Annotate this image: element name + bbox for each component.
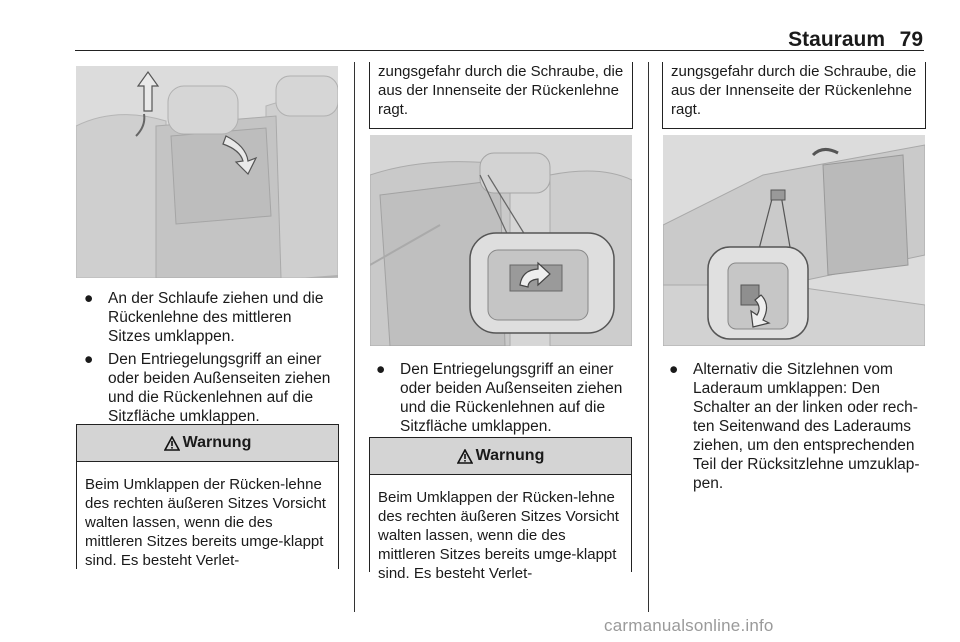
bullet-dot-icon: ● bbox=[669, 361, 679, 378]
bullet-item bbox=[669, 360, 931, 492]
warning-continued-box bbox=[369, 62, 633, 129]
header-rule bbox=[75, 50, 924, 51]
page-header-title: Stauraum bbox=[788, 28, 885, 51]
warning-header bbox=[370, 438, 631, 475]
warning-triangle-icon bbox=[164, 436, 180, 451]
warning-text: Beim Umklappen der Rücken-lehne des rechten äußeren Sitzes Vorsicht walten lassen, wenn die des mittleren Sitzes bereits umge-klappt sind. Es besteht Verlet- bbox=[85, 476, 326, 569]
warning-title: Warnung bbox=[182, 434, 252, 451]
warning-continued-text: zungsgefahr durch die Schraube, die aus der Innenseite der Rückenlehne ragt. bbox=[378, 63, 624, 118]
bullet-text: An der Schlaufe ziehen und die Rückenlehne des mittleren Sitzes umklappen. bbox=[108, 290, 324, 345]
warning-header bbox=[77, 425, 338, 462]
footer-watermark: carmanualsonline.info bbox=[604, 616, 774, 635]
warning-continued-box bbox=[662, 62, 926, 129]
bullet-text: Alternativ die Sitzlehnen vom Laderaum umklappen: Den Schalter an der linken oder rech-ten Seitenwand des Laderaums ziehen, um den entsprechenden Teil der Rücksitzlehne umzuklap-pen. bbox=[693, 361, 920, 492]
column-divider-1 bbox=[354, 62, 355, 612]
bullet-text: Den Entriegelungsgriff an einer oder beiden Außenseiten ziehen und die Rückenlehnen auf die Sitzfläche umklappen. bbox=[108, 351, 331, 425]
bullet-item bbox=[84, 289, 340, 349]
warning-triangle-icon bbox=[457, 449, 473, 464]
warning-box bbox=[369, 437, 632, 582]
bullet-dot-icon: ● bbox=[376, 361, 386, 378]
bullet-item bbox=[376, 360, 638, 436]
column-divider-2 bbox=[648, 62, 649, 612]
bullet-dot-icon: ● bbox=[84, 290, 94, 307]
figure-center-seat-loop bbox=[76, 66, 338, 278]
figure-release-handle bbox=[370, 135, 632, 346]
bullet-text: Den Entriegelungsgriff an einer oder beiden Außenseiten ziehen und die Rückenlehnen auf die Sitzfläche umklappen. bbox=[400, 361, 623, 435]
page-number: 79 bbox=[899, 28, 923, 51]
warning-continued-text: zungsgefahr durch die Schraube, die aus der Innenseite der Rückenlehne ragt. bbox=[671, 63, 917, 118]
warning-title: Warnung bbox=[475, 447, 545, 464]
warning-box bbox=[76, 424, 339, 569]
bullet-dot-icon: ● bbox=[84, 351, 94, 368]
warning-text: Beim Umklappen der Rücken-lehne des rechten äußeren Sitzes Vorsicht walten lassen, wenn die des mittleren Sitzes bereits umge-klappt sind. Es besteht Verlet- bbox=[378, 489, 619, 582]
bullet-item bbox=[84, 350, 340, 426]
figure-load-compartment-switch bbox=[663, 135, 925, 346]
